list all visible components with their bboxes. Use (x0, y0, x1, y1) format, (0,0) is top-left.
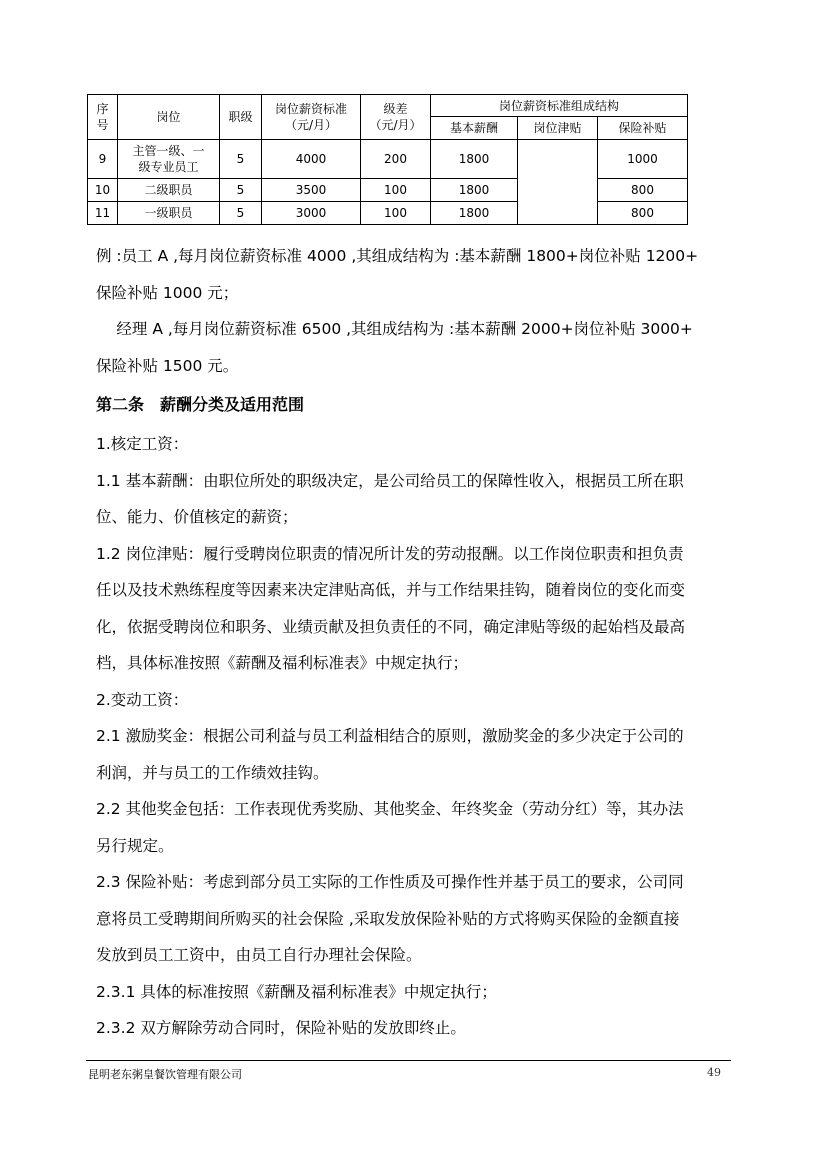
paragraph-line: 利润，并与员工的工作绩效挂钩。 (96, 764, 329, 782)
header-standard: 岗位薪资标准 （元/月） (262, 95, 361, 140)
cell-diff: 200 (361, 140, 431, 179)
header-allowance: 岗位津贴 (518, 117, 598, 140)
table-row (88, 202, 688, 225)
cell-basic: 1800 (431, 202, 518, 225)
paragraph-line: 2.3.2 双方解除劳动合同时，保险补贴的发放即终止。 (96, 1019, 466, 1037)
header-basic: 基本薪酬 (431, 117, 518, 140)
cell-grade: 5 (220, 140, 262, 179)
table-row (88, 140, 688, 179)
paragraph-line: 任以及技术熟练程度等因素来决定津贴高低，并与工作结果挂钩，随着岗位的变化而变 (96, 581, 686, 599)
paragraph-line: 另行规定。 (96, 837, 174, 855)
paragraph-line: 保险补贴 1500 元。 (96, 357, 239, 375)
paragraph-line: 2.变动工资： (96, 691, 189, 709)
cell-seq: 10 (88, 179, 118, 202)
paragraph-line: 位、能力、价值核定的薪资； (96, 508, 298, 526)
cell-position: 二级职员 (118, 179, 220, 202)
paragraph-line: 2.3 保险补贴：考虑到部分员工实际的工作性质及可操作性并基于员工的要求，公司同 (96, 873, 684, 891)
paragraph-line: 保险补贴 1000 元； (96, 284, 239, 302)
cell-allowance-merged (518, 140, 598, 225)
paragraph-line: 2.3.1 具体的标准按照《薪酬及福利标准表》中规定执行； (96, 983, 497, 1001)
header-structure: 岗位薪资标准组成结构 (431, 95, 688, 117)
cell-position: 主管一级、一 级专业员工 (118, 140, 220, 179)
paragraph-line: 2.1 激励奖金：根据公司利益与员工利益相结合的原则，激励奖金的多少决定于公司的 (96, 727, 684, 745)
header-insurance: 保险补贴 (598, 117, 688, 140)
footer-company-name: 昆明老东粥皇餐饮管理有限公司 (88, 1068, 242, 1081)
paragraph-line: 例 :员工 A ,每月岗位薪资标准 4000 ,其组成结构为 :基本薪酬 1800+岗位补贴 1200+ (96, 247, 699, 265)
table-row (88, 179, 688, 202)
cell-grade: 5 (220, 202, 262, 225)
cell-seq: 11 (88, 202, 118, 225)
header-grade: 职级 (220, 95, 262, 140)
cell-insurance: 800 (598, 202, 688, 225)
cell-insurance: 1000 (598, 140, 688, 179)
cell-standard: 4000 (262, 140, 361, 179)
cell-position: 一级职员 (118, 202, 220, 225)
cell-standard: 3000 (262, 202, 361, 225)
cell-diff: 100 (361, 179, 431, 202)
header-position: 岗位 (118, 95, 220, 140)
footer-divider (86, 1060, 731, 1061)
header-diff: 级差 （元/月） (361, 95, 431, 140)
section-heading: 第二条 薪酬分类及适用范围 (96, 395, 305, 414)
paragraph-line: 1.核定工资： (96, 435, 189, 453)
cell-basic: 1800 (431, 179, 518, 202)
paragraph-line: 经理 A ,每月岗位薪资标准 6500 ,其组成结构为 :基本薪酬 2000+岗位补贴 3000+ (96, 320, 693, 338)
salary-standard-table (87, 94, 688, 225)
header-seq: 序 号 (88, 95, 118, 140)
paragraph-line: 发放到员工工资中，由员工自行办理社会保险。 (96, 946, 422, 964)
paragraph-line: 化，依据受聘岗位和职务、业绩贡献及担负责任的不同，确定津贴等级的起始档及最高 (96, 618, 686, 636)
paragraph-line: 2.2 其他奖金包括：工作表现优秀奖励、其他奖金、年终奖金（劳动分红）等，其办法 (96, 800, 684, 818)
page-number: 49 (707, 1066, 721, 1079)
cell-basic: 1800 (431, 140, 518, 179)
cell-grade: 5 (220, 179, 262, 202)
paragraph-line: 1.1 基本薪酬：由职位所处的职级决定，是公司给员工的保障性收入，根据员工所在职 (96, 472, 684, 490)
cell-diff: 100 (361, 202, 431, 225)
paragraph-line: 意将员工受聘期间所购买的社会保险 ,采取发放保险补贴的方式将购买保险的金额直接 (96, 910, 680, 928)
cell-seq: 9 (88, 140, 118, 179)
paragraph-line: 1.2 岗位津贴：履行受聘岗位职责的情况所计发的劳动报酬。以工作岗位职责和担负责 (96, 545, 684, 563)
paragraph-line: 档，具体标准按照《薪酬及福利标准表》中规定执行； (96, 654, 469, 672)
cell-standard: 3500 (262, 179, 361, 202)
cell-insurance: 800 (598, 179, 688, 202)
